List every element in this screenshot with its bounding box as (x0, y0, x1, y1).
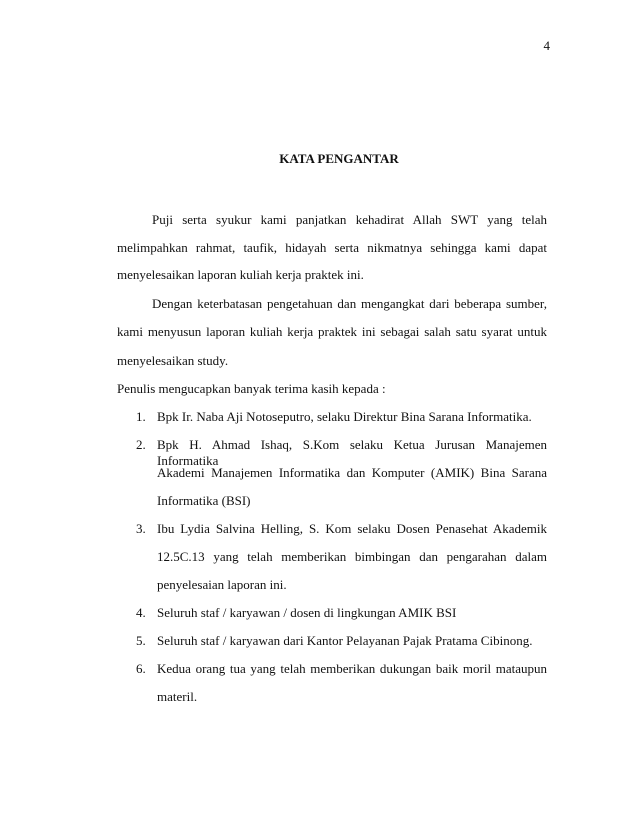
list-item-4-number: 4. (136, 605, 146, 620)
paragraph-2-line-1: Dengan keterbatasan pengetahuan dan mengangkat dari beberapa sumber, (152, 296, 547, 311)
list-item-1-number: 1. (136, 409, 146, 424)
paragraph-1-line-3: menyelesaikan laporan kuliah kerja praktek ini. (117, 267, 364, 282)
list-item-3-line-3: penyelesaian laporan ini. (157, 577, 287, 592)
paragraph-2-line-2: kami menyusun laporan kuliah kerja praktek ini sebagai salah satu syarat untuk (117, 324, 547, 339)
thanks-intro: Penulis mengucapkan banyak terima kasih kepada : (117, 381, 386, 396)
list-item-3-line-2: 12.5C.13 yang telah memberikan bimbingan dan pengarahan dalam (157, 549, 547, 564)
paragraph-1-line-2: melimpahkan rahmat, taufik, hidayah serta nikmatnya sehingga kami dapat (117, 240, 547, 255)
list-item-6-line-1: Kedua orang tua yang telah memberikan dukungan baik moril mataupun (157, 661, 547, 676)
list-item-1-line-1: Bpk Ir. Naba Aji Notoseputro, selaku Direktur Bina Sarana Informatika. (157, 409, 532, 424)
page-number: 4 (543, 38, 550, 53)
list-item-5-number: 5. (136, 633, 146, 648)
list-item-4-line-1: Seluruh staf / karyawan / dosen di lingkungan AMIK BSI (157, 605, 457, 620)
list-item-2-line-3: Informatika (BSI) (157, 493, 251, 508)
list-item-2-number: 2. (136, 437, 146, 452)
list-item-2-line-2: Akademi Manajemen Informatika dan Komputer (AMIK) Bina Sarana (157, 465, 547, 480)
list-item-6-number: 6. (136, 661, 146, 676)
list-item-6-line-2: materil. (157, 689, 198, 704)
list-item-3-number: 3. (136, 521, 146, 536)
list-item-3-line-1: Ibu Lydia Salvina Helling, S. Kom selaku Dosen Penasehat Akademik (157, 521, 547, 536)
paragraph-2-line-3: menyelesaikan study. (117, 353, 229, 368)
list-item-5-line-1: Seluruh staf / karyawan dari Kantor Pelayanan Pajak Pratama Cibinong. (157, 633, 533, 648)
paragraph-1-line-1: Puji serta syukur kami panjatkan kehadirat Allah SWT yang telah (152, 212, 547, 227)
list-item-2-line-1: Bpk H. Ahmad Ishaq, S.Kom selaku Ketua Jurusan Manajemen Informatika (157, 437, 547, 468)
page-title: KATA PENGANTAR (279, 151, 399, 166)
